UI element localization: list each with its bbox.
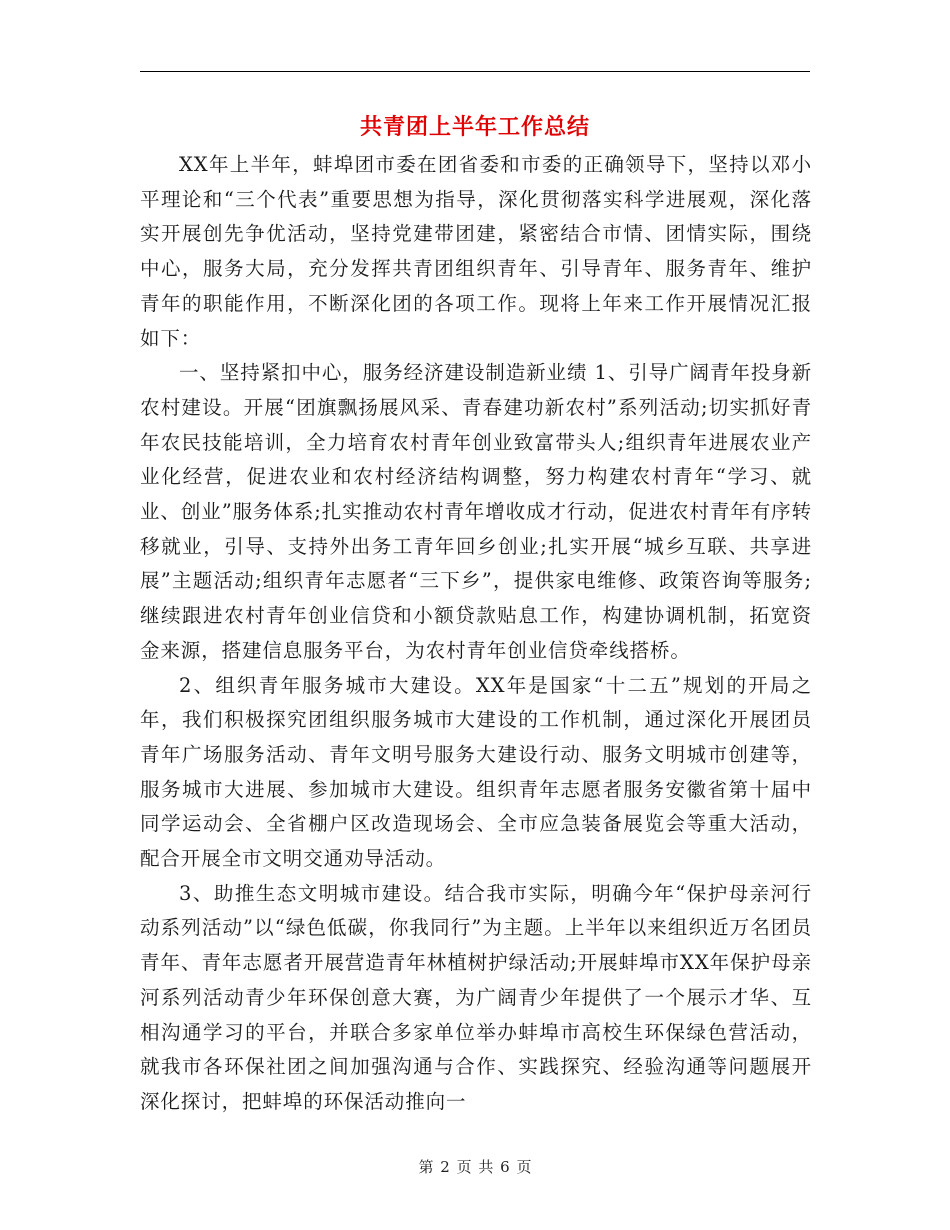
paragraph-section-1: 一、坚持紧扣中心，服务经济建设制造新业绩 1、引导广阔青年投身新农村建设。开展“团旗飘扬展风采、青春建功新农村”系列活动;切实抓好青年农民技能培训，全力培育农村青年创业致富带头人;组织青年进展农业产业化经营，促进农业和农村经济结构调整，努力构建农村青年“学习、就业、创业”服务体系;扎实推动农村青年增收成才行动，促进农村青年有序转移就业，引导、支持外出务工青年回乡创业;扎实开展“城乡互联、共享进展”主题活动;组织青年志愿者“三下乡”，提供家电维修、政策咨询等服务;继续跟进农村青年创业信贷和小额贷款贴息工作，构建协调机制，拓宽资金来源，搭建信息服务平台，为农村青年创业信贷牵线搭桥。 xyxy=(140,361,812,662)
page-number: 第 2 页 共 6 页 xyxy=(418,1158,532,1176)
paragraph-section-3: 3、助推生态文明城市建设。结合我市实际，明确今年“保护母亲河行动系列活动”以“绿色低碳，你我同行”为主题。上半年以来组织近万名团员青年、青年志愿者开展营造青年林植树护绿活动;开展蚌埠市XX年保护母亲河系列活动青少年环保创意大赛，为广阔青少年提供了一个展示才华、互相沟通学习的平台，并联合多家单位举办蚌埠市高校生环保绿色营活动，就我市各环保社团之间加强沟通与合作、实践探究、经验沟通等问题展开深化探讨，把蚌埠的环保活动推向一 xyxy=(140,881,812,1113)
paragraph-intro: XX年上半年，蚌埠团市委在团省委和市委的正确领导下，坚持以邓小平理论和“三个代表”重要思想为指导，深化贯彻落实科学进展观，深化落实开展创先争优活动，坚持党建带团建，紧密结合市情、团情实际，围绕中心，服务大局，充分发挥共青团组织青年、引导青年、服务青年、维护青年的职能作用，不断深化团的各项工作。现将上年来工作开展情况汇报如下： xyxy=(140,153,812,350)
header-rule xyxy=(140,71,810,72)
document-title: 共青团上半年工作总结 xyxy=(359,114,590,140)
document-body xyxy=(140,148,812,1120)
paragraph-section-2: 2、组织青年服务城市大建设。XX年是国家“十二五”规划的开局之年，我们积极探究团组织服务城市大建设的工作机制，通过深化开展团员青年广场服务活动、青年文明号服务大建设行动、服务文明城市创建等，服务城市大进展、参加城市大建设。组织青年志愿者服务安徽省第十届中同学运动会、全省棚户区改造现场会、全市应急装备展览会等重大活动，配合开展全市文明交通劝导活动。 xyxy=(140,673,812,871)
